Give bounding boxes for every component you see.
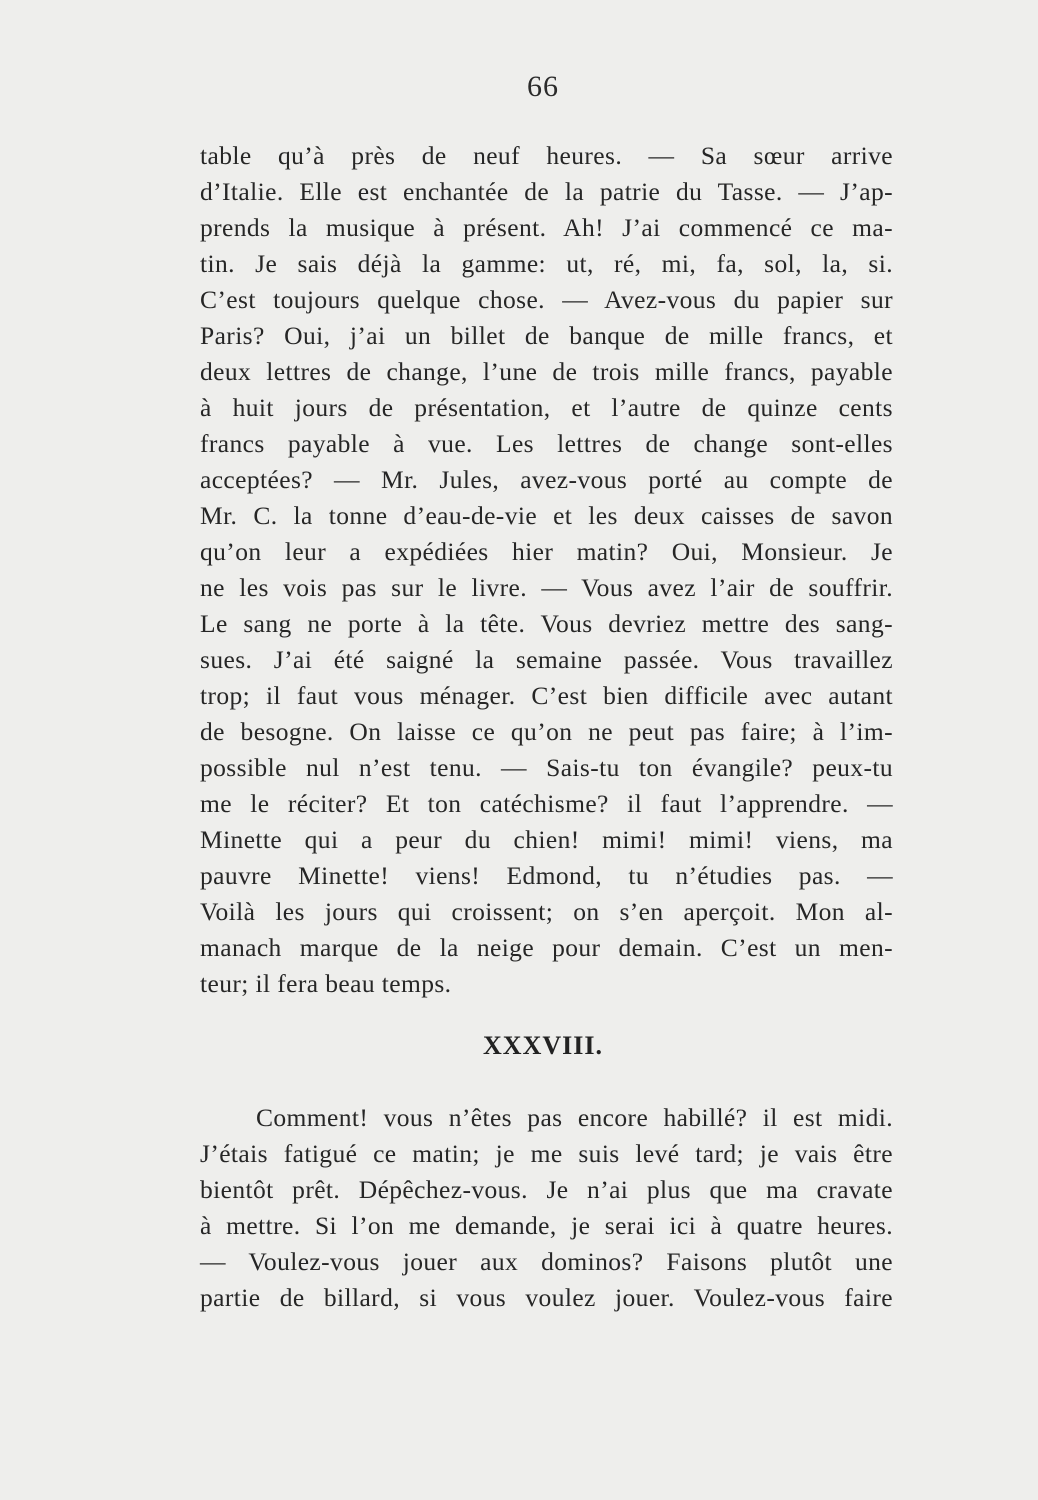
text-line: à mettre. Si l’on me demande, je serai ici à quatre heures. [200,1211,893,1240]
text-line: J’étais fatigué ce matin; je me suis levé tard; je vais être [200,1139,893,1168]
text-line: tin. Je sais déjà la gamme: ut, ré, mi, fa, sol, la, si. [200,249,893,278]
text-line: sues. J’ai été saigné la semaine passée. Vous travaillez [200,645,893,674]
text-line: Voilà les jours qui croissent; on s’en aperçoit. Mon al- [200,897,893,926]
text-line: table qu’à près de neuf heures. — Sa sœur arrive [200,141,893,170]
text-line: d’Italie. Elle est enchantée de la patrie du Tasse. — J’ap- [200,177,893,206]
text-line: pauvre Minette! viens! Edmond, tu n’étudies pas. — [200,861,893,890]
text-line: qu’on leur a expédiées hier matin? Oui, Monsieur. Je [200,537,893,566]
text-line: ne les vois pas sur le livre. — Vous avez l’air de souffrir. [200,573,893,602]
text-line: teur; il fera beau temps. [200,969,452,998]
text-line: bientôt prêt. Dépêchez-vous. Je n’ai plus que ma cravate [200,1175,893,1204]
text-line: prends la musique à présent. Ah! J’ai commencé ce ma- [200,213,893,242]
section-heading: XXXVIII. [483,1031,603,1060]
text-line: de besogne. On laisse ce qu’on ne peut pas faire; à l’im- [200,717,893,746]
text-line: Paris? Oui, j’ai un billet de banque de mille francs, et [200,321,893,350]
page-number: 66 [527,70,559,103]
text-line: Mr. C. la tonne d’eau-de-vie et les deux caisses de savon [200,501,893,530]
text-line: possible nul n’est tenu. — Sais-tu ton évangile? peux-tu [200,753,893,782]
text-line: acceptées? — Mr. Jules, avez-vous porté au compte de [200,465,893,494]
text-line: partie de billard, si vous voulez jouer. Voulez-vous faire [200,1283,893,1312]
text-line: — Voulez-vous jouer aux dominos? Faisons plutôt une [200,1247,893,1276]
text-line: manach marque de la neige pour demain. C’est un men- [200,933,893,962]
text-line: trop; il faut vous ménager. C’est bien difficile avec autant [200,681,893,710]
text-line: me le réciter? Et ton catéchisme? il faut l’apprendre. — [200,789,893,818]
text-line: Comment! vous n’êtes pas encore habillé? il est midi. [256,1103,893,1132]
text-line: C’est toujours quelque chose. — Avez-vous du papier sur [200,285,893,314]
text-line: à huit jours de présentation, et l’autre de quinze cents [200,393,893,422]
text-line: Minette qui a peur du chien! mimi! mimi! viens, ma [200,825,893,854]
text-line: Le sang ne porte à la tête. Vous devriez mettre des sang- [200,609,893,638]
text-line: francs payable à vue. Les lettres de change sont-elles [200,429,893,458]
text-line: deux lettres de change, l’une de trois mille francs, payable [200,357,893,386]
